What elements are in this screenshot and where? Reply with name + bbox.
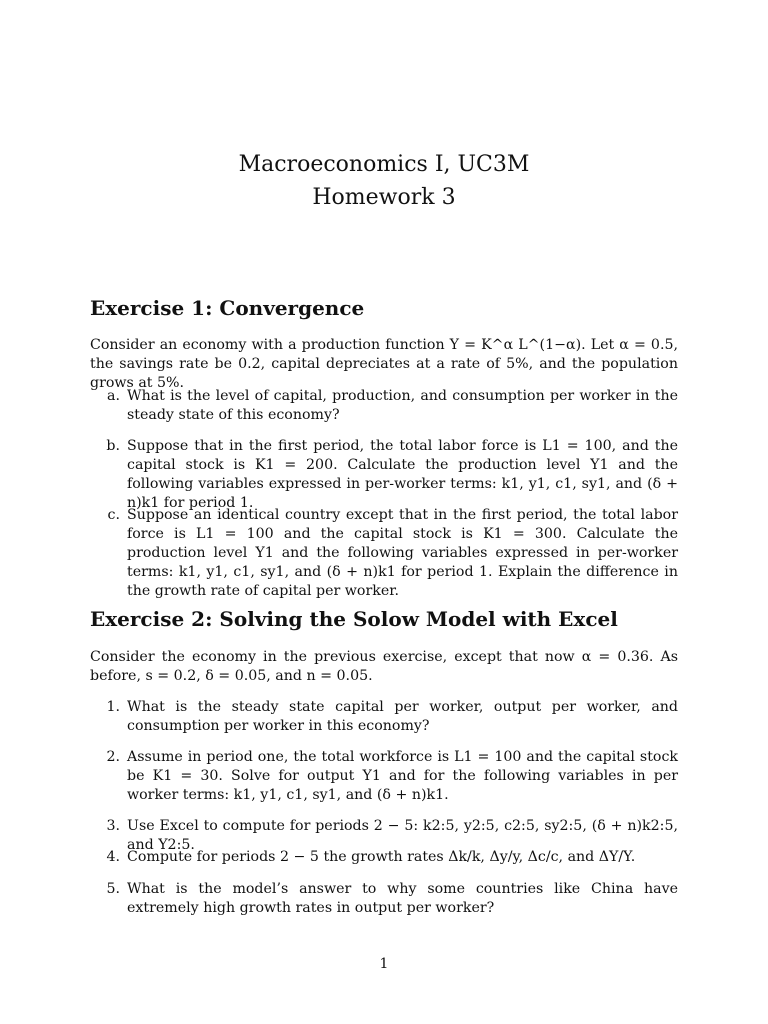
document-title [90, 148, 678, 214]
item-marker: 5. [106, 881, 120, 897]
title-line-homework: Homework 3 [312, 185, 456, 210]
exercise-1-item-a [90, 387, 678, 425]
exercise-2-item-1 [90, 698, 678, 736]
exercise-2-intro: Consider the economy in the previous exercise, except that now α = 0.36. As before, s = 0.2, δ = 0.05, and n = 0.05. [90, 649, 678, 684]
exercise-2-item-2 [90, 748, 678, 805]
item-marker: 1. [106, 699, 120, 715]
item-text: What is the level of capital, production, and consumption per worker in the steady state of this economy? [127, 388, 678, 423]
title-line-course: Macroeconomics I, UC3M [238, 152, 530, 177]
exercise-1-intro: Consider an economy with a production function Y = K^α L^(1−α). Let α = 0.5, the savings rate be 0.2, capital depreciates at a rate of 5%, and the population grows at 5%. [90, 337, 678, 391]
item-text: Suppose an identical country except that in the first period, the total labor force is L1 = 100 and the capital stock is K1 = 300. Calculate the production level Y1 and the following variables expressed in per-worker terms: k1, y1, c1, sy1, and (δ + n)k1 for period 1. Explain the difference in the growth rate of capital per worker. [127, 507, 678, 599]
item-marker: 3. [106, 818, 120, 834]
item-text: Compute for periods 2 − 5 the growth rates Δk/k, Δy/y, Δc/c, and ΔY/Y. [127, 849, 636, 865]
item-marker: a. [107, 388, 120, 404]
exercise-1-heading: Exercise 1: Convergence [90, 296, 365, 320]
exercise-2-item-5 [90, 880, 678, 918]
item-text: What is the steady state capital per worker, output per worker, and consumption per worker in this economy? [127, 699, 678, 734]
exercise-2-item-4 [90, 848, 678, 867]
item-text: What is the model’s answer to why some countries like China have extremely high growth rates in output per worker? [127, 881, 678, 916]
item-marker: 2. [106, 749, 120, 765]
exercise-1-item-c [90, 506, 678, 601]
item-text: Suppose that in the first period, the total labor force is L1 = 100, and the capital stock is K1 = 200. Calculate the production level Y1 and the following variables expressed in per-worker terms: k1, y1, c1, sy1, and (δ + n)k1 for period 1. [127, 438, 678, 511]
item-text: Use Excel to compute for periods 2 − 5: k2:5, y2:5, c2:5, sy2:5, (δ + n)k2:5, and Y2:5. [127, 818, 678, 853]
page-number: 1 [379, 956, 389, 972]
exercise-1-item-b [90, 437, 678, 513]
item-text: Assume in period one, the total workforce is L1 = 100 and the capital stock be K1 = 30. Solve for output Y1 and for the following variables in per worker terms: k1, y1, c1, sy1, and (δ + n)k1. [127, 749, 678, 803]
exercise-2-heading: Exercise 2: Solving the Solow Model with Excel [90, 607, 618, 631]
item-marker: c. [107, 507, 120, 523]
item-marker: b. [106, 438, 120, 454]
item-marker: 4. [106, 849, 120, 865]
